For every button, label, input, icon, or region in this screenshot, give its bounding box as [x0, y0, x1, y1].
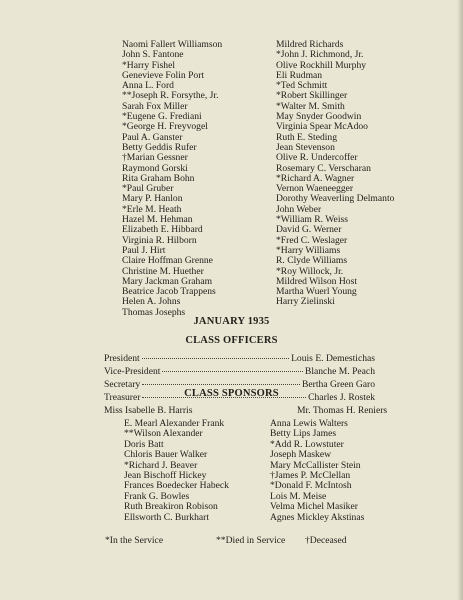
list-item: Olive R. Undercoffer [276, 152, 358, 164]
leader-dots [142, 384, 300, 385]
sponsors-column-left [124, 419, 229, 523]
list-item: *Donald F. McIntosh [270, 480, 352, 492]
names-column-left [122, 40, 222, 318]
list-item: Anna L. Ford [122, 80, 174, 92]
list-item: Olive Rockhill Murphy [276, 59, 367, 71]
list-item: *Erle M. Heath [122, 203, 182, 215]
list-item: Hazel M. Hehman [122, 214, 193, 226]
list-item: Virginia R. Hilborn [122, 234, 197, 246]
list-item: Thomas Josephs [122, 306, 186, 318]
list-item: John Weber [276, 203, 322, 215]
list-item: *Richard A. Wagner [276, 172, 355, 184]
officer-row-president [104, 353, 375, 365]
list-item: Anna Lewis Walters [270, 418, 348, 429]
legend-deceased: †Deceased [305, 535, 347, 546]
officer-role: President [104, 353, 140, 364]
list-item: Frances Boedecker Habeck [124, 480, 229, 492]
names-column-right [276, 40, 394, 308]
list-item: R. Clyde Williams [276, 255, 348, 267]
list-item: Ruth Breakiron Robison [124, 501, 218, 513]
list-item: *John J. Richmond, Jr. [276, 49, 364, 61]
list-item: David G. Werner [276, 224, 342, 236]
list-item: Claire Hoffman Grenne [122, 255, 213, 267]
list-item: Mary McCallister Stein [270, 459, 361, 471]
list-item: Elizabeth E. Hibbard [122, 224, 203, 236]
list-item: *Add R. Lowstuter [270, 438, 344, 450]
list-item: Joseph Maskew [270, 449, 332, 461]
list-item: *Harry Williams [276, 244, 341, 256]
list-item: Mildred Wilson Host [276, 275, 357, 287]
list-item: Rita Graham Bohn [122, 172, 195, 184]
list-item: Martha Wuerl Young [276, 286, 357, 298]
page-edge-shadow [457, 0, 463, 600]
leader-dots [162, 371, 302, 372]
list-item: Genevieve Folin Port [122, 69, 205, 81]
list-item: *Richard J. Beaver [124, 459, 198, 471]
list-item: Mary Jackman Graham [122, 275, 213, 287]
list-item: Paul J. Hirt [122, 244, 166, 256]
sponsor-head-left: Miss Isabelle B. Harris [104, 405, 193, 416]
list-item: Naomi Fallert Williamson [122, 39, 223, 50]
list-item: Velma Michel Masiker [270, 501, 358, 513]
list-item: Rosemary C. Verscharan [276, 162, 371, 174]
list-item: Jean Bischoff Hickey [124, 470, 207, 482]
list-item: Frank G. Bowles [124, 490, 190, 502]
list-item: *Roy Willock, Jr. [276, 265, 344, 277]
officer-role: Secretary [104, 379, 141, 390]
list-item: Vernon Waeneegger [276, 183, 354, 195]
list-item: Agnes Mickley Akstinas [270, 511, 365, 523]
list-item: Mary P. Hanlon [122, 193, 183, 205]
legend-died-in-service: **Died in Service [216, 535, 286, 546]
list-item: Doris Batt [124, 438, 164, 450]
list-item: *Ted Schmitt [276, 80, 328, 92]
list-item: Dorothy Weaverling Delmanto [276, 193, 395, 205]
list-item: Lois M. Meise [270, 490, 327, 502]
list-item: *George H. Freyvogel [122, 121, 208, 133]
month-heading: JANUARY 1935 [193, 316, 270, 327]
list-item: Paul A. Ganster [122, 131, 183, 143]
list-item: Ellsworth C. Burkhart [124, 511, 210, 523]
leader-dots [142, 358, 289, 359]
list-item: Beatrice Jacob Trappens [122, 286, 216, 298]
list-item: Betty Lips James [270, 428, 337, 440]
list-item: *Robert Skillinger [276, 90, 348, 102]
sponsor-head-right: Mr. Thomas H. Reniers [297, 405, 388, 416]
sponsors-heading: CLASS SPONSORS [184, 388, 279, 399]
list-item: Ruth E. Steding [276, 131, 338, 143]
officer-role: Vice-President [104, 366, 161, 377]
list-item: Jean Stevenson [276, 141, 335, 153]
list-item: Eli Rudman [276, 69, 323, 81]
officer-name: Louis E. Demestichas [291, 353, 375, 364]
list-item: **Wilson Alexander [124, 428, 203, 440]
list-item: *Eugene G. Frediani [122, 111, 202, 123]
sponsors-column-right [270, 419, 364, 523]
list-item: Virginia Spear McAdoo [276, 121, 368, 133]
officers-heading: CLASS OFFICERS [185, 335, 278, 346]
list-item: Christine M. Huether [122, 265, 204, 277]
list-item: Harry Zielinski [276, 296, 335, 308]
officer-name: Charles J. Rostek [308, 392, 375, 403]
list-item: Raymond Gorski [122, 162, 188, 174]
officer-role: Treasurer [104, 392, 141, 403]
officer-row-vice-president [104, 366, 375, 378]
list-item: John S. Fantone [122, 49, 184, 61]
list-item: Betty Geddis Rufer [122, 141, 197, 153]
list-item: Helen A. Johns [122, 296, 181, 308]
list-item: *Walter M. Smith [276, 100, 345, 112]
list-item: Mildred Richards [276, 39, 344, 50]
officer-name: Bertha Green Garo [302, 379, 375, 390]
list-item: *William R. Weiss [276, 214, 348, 226]
officer-name: Blanche M. Peach [304, 366, 375, 377]
list-item: Chloris Bauer Walker [124, 449, 208, 461]
list-item: **Joseph R. Forsythe, Jr. [122, 90, 219, 102]
legend-in-service: *In the Service [105, 535, 164, 546]
list-item: †James P. McClellan [270, 470, 351, 482]
list-item: †Marian Gessner [122, 152, 188, 164]
list-item: *Harry Fishel [122, 59, 176, 71]
list-item: *Fred C. Weslager [276, 234, 348, 246]
list-item: Sarah Fox Miller [122, 100, 188, 112]
list-item: E. Mearl Alexander Frank [124, 418, 225, 429]
list-item: May Snyder Goodwin [276, 111, 362, 123]
list-item: *Paul Gruber [122, 183, 174, 195]
